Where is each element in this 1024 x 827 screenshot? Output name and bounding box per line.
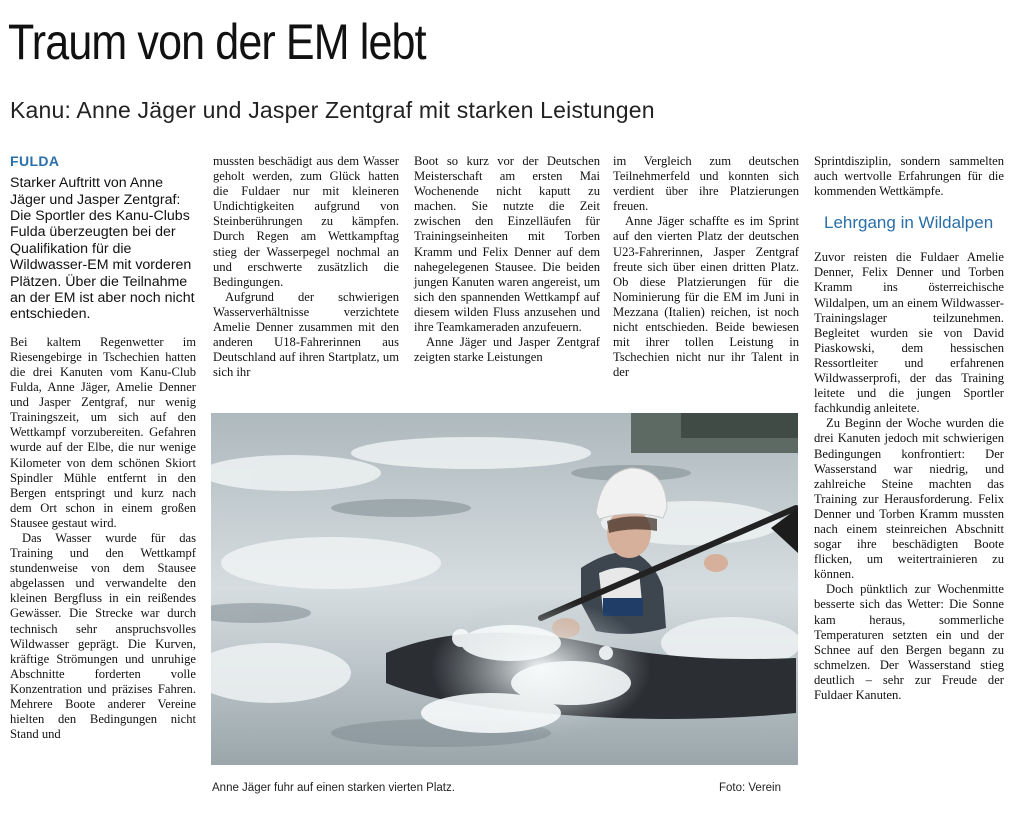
body-paragraph: mussten beschädigt aus dem Wasser geholt werden, zum Glück hatten die Fuldaer nur mit kleineren Undichtigkeiten aufgrund von Steinberührungen zu kämpfen. Durch Regen am Wettkampftag stieg der Wasserpegel nochmal an und erschwerte zusätzlich die Bedingungen.: [213, 154, 399, 289]
body-paragraph: Anne Jäger schaffte es im Sprint auf den vierten Platz der deutschen U23-Fahrerinnen, Jasper Zentgraf freute sich über einen dritten Platz. Ob diese Platzierungen für die Nominierung für die EM im Juni in Mezzana (Italien) reichen, ist noch nicht entschieden. Beide bewiesen mit ihrer tollen Leistung in Tschechien nicht nur ihr Talent in der: [613, 214, 799, 380]
headline: Traum von der EM lebt: [8, 14, 426, 70]
section-subtitle: Lehrgang in Wildalpen: [824, 213, 994, 233]
column-2: [213, 154, 399, 380]
body-paragraph: Aufgrund der schwierigen Wasserverhältnisse verzichtete Amelie Denner zusammen mit den anderen U18-Fahrerinnen aus Deutschland auf ihren Startplatz, um sich ihr: [213, 289, 399, 380]
body-paragraph: Anne Jäger und Jasper Zentgraf zeigten starke Leistungen: [414, 335, 600, 365]
body-paragraph: Das Wasser wurde für das Training und den Wettkampf stundenweise von dem Stausee abgelassen und verwandelte den kleinen Bergfluss in ein reißendes Gewässer. Die Strecke war durch technisch sehr anspruchsvolles Wildwasser geprägt. Die Kurven, kräftige Strömungen und unruhige Abschnitte forderten volle Konzentration und präzises Fahren. Mehrere Boote anderer Vereine hielten den Bedingungen nicht Stand und: [10, 530, 196, 742]
lead-paragraph: Starker Auftritt von Anne Jäger und Jasper Zentgraf: Die Sportler des Kanu-Clubs Fulda überzeugten bei der Qualifikation für die Wildwasser-EM mit vorderen Plätzen. Über die Teilnahme an der EM ist aber noch nicht entschieden.: [10, 175, 195, 323]
body-paragraph: Boot so kurz vor der Deutschen Meisterschaft am ersten Mai Wochenende nicht kaputt zu machen. Sie nutzte die Zeit zwischen den Einzelläufen für Trainingseinheiten mit Torben Kramm und Felix Denner auf dem nahegelegenen Stausee. Die beiden jungen Kanuten waren angereist, um sich den spannenden Wettkampf auf diesem wilden Fluss anzusehen und ihre Teamkameraden anzufeuern.: [414, 154, 600, 335]
body-paragraph: Zu Beginn der Woche wurden die drei Kanuten jedoch mit schwierigen Bedingungen konfrontiert: Der Wasserstand war niedrig, und zahlreiche Steine machten das Training zur Herausforderung. Felix Denner und Torben Kramm mussten nach einem steinreichen Abschnitt sogar ihre beschädigten Boote flicken, um weitertrainieren zu können.: [814, 416, 1004, 582]
column-5: [814, 154, 1004, 703]
subheadline: Kanu: Anne Jäger und Jasper Zentgraf mit starken Leistungen: [10, 97, 655, 123]
photo-credit: Foto: Verein: [719, 782, 782, 794]
column-3: [414, 154, 600, 365]
body-paragraph: Doch pünktlich zur Wochenmitte besserte sich das Wetter: Die Sonne kam heraus, sommerliche Temperaturen setzten ein und der Schnee auf den Bergen begann zu schmelzen. Der Wasserstand stieg deutlich – sehr zur Freude der Fuldaer Kanuten.: [814, 582, 1004, 702]
body-paragraph: im Vergleich zum deutschen Teilnehmerfeld und konnten sich verdient über ihre Platzierungen freuen.: [613, 154, 799, 214]
body-paragraph: Zuvor reisten die Fuldaer Amelie Denner, Felix Denner und Torben Kramm ins österreichische Wildalpen, um an einem Wildwasser-Trainingslager teilzunehmen. Begleitet wurden sie von David Piaskowski, dem hessischen Ressortleiter und erfahrenen Wildwasserprofi, der das Training leitete und die jungen Sportler fachkundig anleitete.: [814, 250, 1004, 416]
kayaker-photo-illustration: [211, 413, 798, 765]
photo-caption: Anne Jäger fuhr auf einen starken vierten Platz.: [212, 782, 455, 794]
article-photo: [211, 413, 798, 765]
column-4: [613, 154, 799, 380]
column-1: [10, 154, 196, 742]
body-paragraph: Sprintdisziplin, sondern sammelten auch wertvolle Erfahrungen für die kommenden Wettkämpfe.: [814, 154, 1004, 199]
dateline: FULDA: [10, 153, 60, 169]
body-paragraph: Bei kaltem Regenwetter im Riesengebirge in Tschechien hatten die drei Kanuten vom Kanu-Club Fulda, Anne Jäger, Amelie Denner und Jasper Zentgraf, nur wenig Trainingszeit, um sich auf den Wettkampf vorzubereiten. Gefahren wurde auf der Elbe, die nur wenige Kilometer von dem schönen Skiort Spindler Mühle entfernt in den Bergen entspringt und kurz nach dem Ort schon in einem großen Stausee gestaut wird.: [10, 334, 196, 530]
